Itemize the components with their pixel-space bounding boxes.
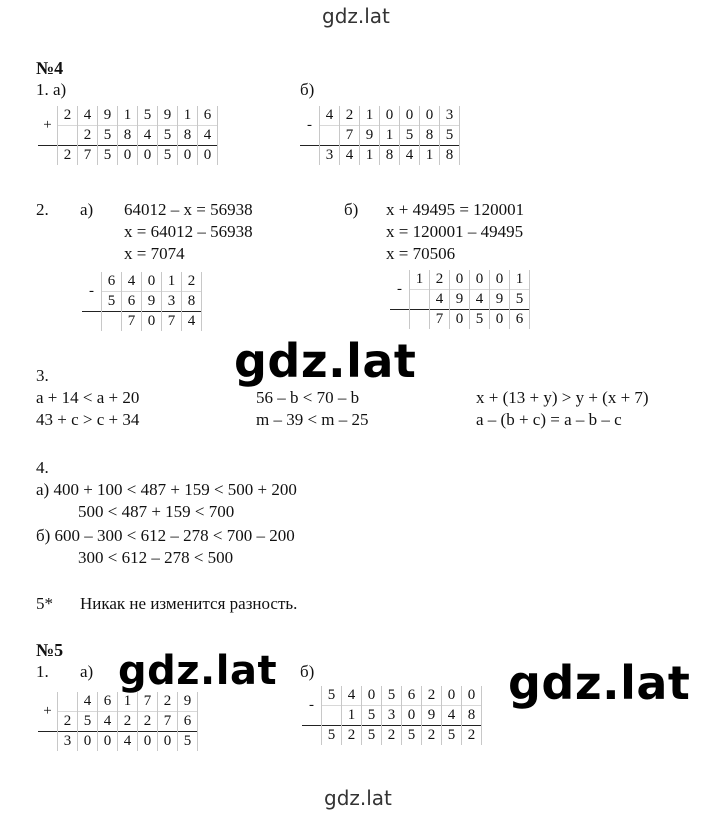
task-5-answer: Никак не изменится разность.: [80, 594, 298, 613]
operand-row: [390, 270, 530, 290]
equation-line: x = 70506: [386, 244, 456, 263]
comparison-line: 300 < 612 – 278 < 500: [78, 548, 234, 567]
task-3-number: 3.: [36, 366, 49, 385]
digit-cell: 6: [102, 272, 122, 292]
comparison-line: 500 < 487 + 159 < 700: [78, 502, 235, 521]
digit-cell: 0: [400, 106, 420, 126]
digit-cell: 0: [142, 272, 162, 292]
operand-row: [82, 272, 202, 292]
task-5-number: 5*: [36, 594, 53, 613]
digit-cell: 6: [122, 292, 142, 312]
task-1a-label: а): [80, 662, 94, 681]
operator-sign: +: [43, 703, 52, 719]
operand-row: [302, 686, 482, 706]
task-2b-label: б): [344, 200, 359, 219]
equation-line: x + 49495 = 120001: [386, 200, 525, 219]
digit-cell: 1: [178, 106, 198, 126]
digit-cell: 1: [360, 146, 380, 166]
digit-cell: 5: [158, 146, 178, 166]
digit-cell: 7: [78, 146, 98, 166]
operator-sign: -: [397, 281, 402, 297]
digit-cell: 5: [510, 290, 530, 310]
digit-cell: 0: [380, 106, 400, 126]
digit-cell: 3: [162, 292, 182, 312]
digit-cell: 4: [430, 290, 450, 310]
digit-cell: 7: [122, 312, 142, 332]
digit-cell: 0: [442, 686, 462, 706]
digit-cell: 2: [422, 726, 442, 746]
operand-row: [38, 106, 218, 126]
digit-cell: 8: [462, 706, 482, 726]
task-1b-label: б): [300, 80, 315, 99]
inequality: x + (13 + y) > y + (x + 7): [476, 388, 649, 407]
digit-cell: 8: [182, 292, 202, 312]
digit-cell: 4: [442, 706, 462, 726]
digit-cell: 5: [98, 126, 118, 146]
section-heading-5: №5: [36, 640, 64, 660]
watermark-right: gdz.lat: [508, 656, 691, 710]
operator-sign: -: [309, 697, 314, 713]
equation-line: 64012 – x = 56938: [124, 200, 253, 219]
digit-cell: 5: [382, 686, 402, 706]
digit-cell: 5: [322, 686, 342, 706]
digit-cell: 0: [158, 732, 178, 752]
digit-cell: 5: [470, 310, 490, 330]
digit-cell: 5: [442, 726, 462, 746]
inequality: m – 39 < m – 25: [256, 410, 369, 429]
digit-cell: 5: [402, 726, 422, 746]
digit-cell: 7: [138, 692, 158, 712]
digit-cell: 4: [78, 106, 98, 126]
digit-cell: 0: [402, 706, 422, 726]
digit-cell: [58, 692, 78, 712]
inequality: a + 14 < a + 20: [36, 388, 140, 407]
digit-cell: 6: [198, 106, 218, 126]
digit-cell: 1: [118, 692, 138, 712]
digit-cell: 0: [198, 146, 218, 166]
result-row: [300, 146, 460, 166]
task-2a-label: а): [80, 200, 94, 219]
equation-line: x = 7074: [124, 244, 185, 263]
digit-cell: 5: [362, 726, 382, 746]
digit-cell: 0: [450, 270, 470, 290]
digit-cell: 1: [420, 146, 440, 166]
digit-cell: 5: [322, 726, 342, 746]
digit-cell: 4: [400, 146, 420, 166]
digit-cell: 5: [98, 146, 118, 166]
digit-cell: 4: [118, 732, 138, 752]
digit-cell: 2: [462, 726, 482, 746]
operator-cell: [38, 146, 58, 166]
digit-cell: 8: [178, 126, 198, 146]
digit-cell: 7: [430, 310, 450, 330]
watermark-n5a: gdz.lat: [118, 648, 278, 694]
operand-row: [38, 692, 198, 712]
digit-cell: 2: [430, 270, 450, 290]
task-1b-label: б): [300, 662, 315, 681]
inequality: 56 – b < 70 – b: [256, 388, 360, 407]
operator-sign: -: [307, 117, 312, 133]
digit-cell: 9: [158, 106, 178, 126]
operand-row: [300, 126, 460, 146]
watermark-bottom: gdz.lat: [324, 786, 392, 810]
digit-cell: 1: [360, 106, 380, 126]
operator-cell: [82, 312, 102, 332]
digit-cell: 8: [380, 146, 400, 166]
digit-cell: 9: [360, 126, 380, 146]
digit-cell: 6: [98, 692, 118, 712]
digit-cell: 2: [158, 692, 178, 712]
digit-cell: 4: [98, 712, 118, 732]
digit-cell: 0: [178, 146, 198, 166]
digit-cell: 2: [118, 712, 138, 732]
digit-cell: 3: [382, 706, 402, 726]
digit-cell: 5: [178, 732, 198, 752]
digit-cell: 2: [422, 686, 442, 706]
digit-cell: 0: [470, 270, 490, 290]
digit-cell: 2: [78, 126, 98, 146]
digit-cell: 5: [158, 126, 178, 146]
result-row: [38, 732, 198, 752]
digit-cell: 1: [342, 706, 362, 726]
digit-cell: 1: [118, 106, 138, 126]
digit-cell: 9: [422, 706, 442, 726]
digit-cell: 8: [420, 126, 440, 146]
digit-cell: [58, 126, 78, 146]
watermark-center: gdz.lat: [234, 334, 417, 388]
digit-cell: 7: [340, 126, 360, 146]
column-subtraction-table: [300, 106, 460, 165]
operator-cell: [390, 310, 410, 330]
operator-sign: -: [89, 283, 94, 299]
digit-cell: 0: [420, 106, 440, 126]
digit-cell: 2: [340, 106, 360, 126]
digit-cell: 0: [138, 146, 158, 166]
digit-cell: 2: [58, 712, 78, 732]
digit-cell: 2: [382, 726, 402, 746]
operand-row: [390, 290, 530, 310]
digit-cell: [410, 310, 430, 330]
digit-cell: 0: [490, 270, 510, 290]
section-heading-4: №4: [36, 58, 64, 78]
digit-cell: [320, 126, 340, 146]
digit-cell: 3: [440, 106, 460, 126]
digit-cell: 0: [450, 310, 470, 330]
digit-cell: 1: [510, 270, 530, 290]
result-row: [302, 726, 482, 746]
digit-cell: 5: [400, 126, 420, 146]
operator-sign: +: [43, 117, 52, 133]
inequality: 43 + c > c + 34: [36, 410, 140, 429]
digit-cell: 3: [320, 146, 340, 166]
digit-cell: 8: [440, 146, 460, 166]
digit-cell: 1: [162, 272, 182, 292]
equation-line: x = 120001 – 49495: [386, 222, 524, 241]
watermark-top: gdz.lat: [322, 4, 390, 28]
result-row: [390, 310, 530, 330]
digit-cell: 0: [78, 732, 98, 752]
digit-cell: 4: [198, 126, 218, 146]
column-addition-table: [38, 692, 198, 751]
digit-cell: 6: [510, 310, 530, 330]
operand-row: [38, 712, 198, 732]
equation-line: x = 64012 – 56938: [124, 222, 253, 241]
digit-cell: 5: [78, 712, 98, 732]
result-row: [38, 146, 218, 166]
digit-cell: [102, 312, 122, 332]
digit-cell: 4: [122, 272, 142, 292]
digit-cell: 2: [58, 146, 78, 166]
result-row: [82, 312, 202, 332]
task-4-number: 4.: [36, 458, 49, 477]
operand-row: [300, 106, 460, 126]
task-2-number: 2.: [36, 200, 49, 219]
digit-cell: 5: [362, 706, 382, 726]
operand-row: [38, 126, 218, 146]
digit-cell: 6: [178, 712, 198, 732]
digit-cell: 9: [98, 106, 118, 126]
digit-cell: 4: [320, 106, 340, 126]
digit-cell: 2: [342, 726, 362, 746]
digit-cell: 2: [138, 712, 158, 732]
digit-cell: 4: [182, 312, 202, 332]
digit-cell: 7: [162, 312, 182, 332]
digit-cell: 4: [340, 146, 360, 166]
digit-cell: 3: [58, 732, 78, 752]
digit-cell: 0: [142, 312, 162, 332]
digit-cell: 4: [138, 126, 158, 146]
digit-cell: 8: [118, 126, 138, 146]
digit-cell: 4: [78, 692, 98, 712]
task-1a-label: 1. а): [36, 80, 67, 99]
operand-row: [302, 706, 482, 726]
digit-cell: 5: [102, 292, 122, 312]
digit-cell: 2: [58, 106, 78, 126]
column-subtraction-table: [302, 686, 482, 745]
digit-cell: 9: [450, 290, 470, 310]
digit-cell: [410, 290, 430, 310]
digit-cell: [322, 706, 342, 726]
operator-cell: [38, 732, 58, 752]
digit-cell: 0: [138, 732, 158, 752]
digit-cell: 9: [142, 292, 162, 312]
digit-cell: 4: [470, 290, 490, 310]
digit-cell: 5: [138, 106, 158, 126]
digit-cell: 1: [380, 126, 400, 146]
digit-cell: 0: [490, 310, 510, 330]
digit-cell: 2: [182, 272, 202, 292]
digit-cell: 4: [342, 686, 362, 706]
column-subtraction-table: [82, 272, 202, 331]
digit-cell: 0: [462, 686, 482, 706]
digit-cell: 0: [362, 686, 382, 706]
comparison-line: а) 400 + 100 < 487 + 159 < 500 + 200: [36, 480, 297, 499]
digit-cell: 6: [402, 686, 422, 706]
digit-cell: 0: [98, 732, 118, 752]
comparison-line: б) 600 – 300 < 612 – 278 < 700 – 200: [36, 526, 295, 545]
digit-cell: 0: [118, 146, 138, 166]
digit-cell: 7: [158, 712, 178, 732]
operator-cell: [300, 146, 320, 166]
digit-cell: 1: [410, 270, 430, 290]
digit-cell: 9: [490, 290, 510, 310]
column-addition-table: [38, 106, 218, 165]
digit-cell: 9: [178, 692, 198, 712]
inequality: a – (b + c) = a – b – c: [476, 410, 622, 429]
operator-cell: [302, 726, 322, 746]
task-1-number: 1.: [36, 662, 49, 681]
column-subtraction-table: [390, 270, 530, 329]
digit-cell: 5: [440, 126, 460, 146]
